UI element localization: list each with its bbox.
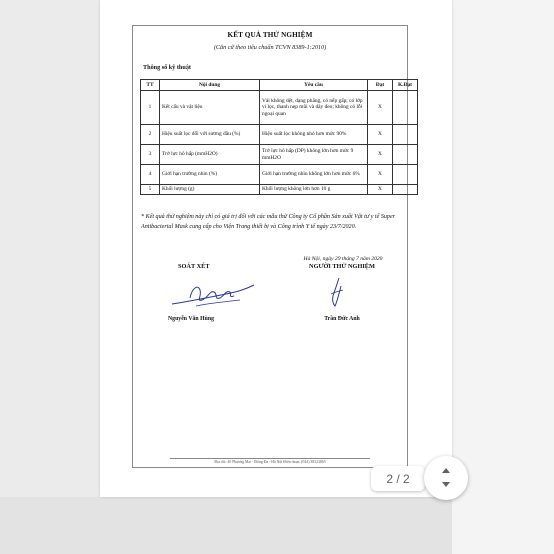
header-dat: Đạt [368,80,393,91]
table-row [141,91,418,125]
viewer-bottom-area [0,497,452,554]
tester-name: Trần Đức Anh [324,316,360,322]
table-row [141,185,418,195]
page-counter: 2 / 2 [371,466,425,491]
document-subtitle: (Căn cứ theo tiêu chuẩn TCVN 8389-1:2010) [213,44,327,51]
row-yeu-cau: Trở lực hô hấp (DP) không lớn hơn mức 9 mmH2O [260,145,368,165]
row-noi-dung: Kết cấu và vật liệu [160,91,260,125]
row-k-dat [393,165,418,185]
row-k-dat [393,145,418,165]
result-note: * Kết quả thử nghiệm này chỉ có giá trị đối với các mẫu thử Công ty Cổ phần Sản xuất Vật tư y tế Super Antibacterial Mask cung cấp cho Viện Trang thiết bị và Công trình Y tế ngày 23/7/2020. [141,214,396,231]
approver-title: SOÁT XÉT [178,263,210,270]
header-yeu-cau: Yêu cầu [260,80,368,91]
row-yeu-cau: Khối lượng không lớn hơn 10 g [260,185,368,195]
table-row [141,145,418,165]
row-tt: 4 [141,165,160,185]
chevron-up-icon[interactable] [442,468,450,473]
row-dat: X [368,165,393,185]
row-noi-dung: Giới hạn trường nhìn (%) [160,165,260,185]
viewer-side-panel [452,0,554,554]
row-noi-dung: Trở lực hô hấp (mmH2O) [160,145,260,165]
header-tt: TT [141,80,160,91]
row-dat: X [368,91,393,125]
row-k-dat [393,91,418,125]
table-row [141,165,418,185]
row-tt: 2 [141,125,160,145]
row-noi-dung: Hiệu suất lọc đối với sương dầu (%) [160,125,260,145]
header-noi-dung: Nội dung [160,80,260,91]
row-tt: 1 [141,91,160,125]
tester-title: NGƯỜI THỬ NGHIỆM [309,263,375,270]
approver-signature [166,276,260,312]
chevron-down-icon[interactable] [442,482,450,487]
table-row [141,125,418,145]
tester-signature [321,276,351,310]
document-footer: Địa chỉ: 40 Phương Mai - Đống Đa - Hà Nội Điện thoại: (024) 38523865 [214,460,326,464]
row-k-dat [393,185,418,195]
page-navigation-button[interactable] [424,456,468,500]
header-k-dat: K.Đạt [393,80,418,91]
row-yeu-cau: Giới hạn trường nhìn không lớn hơn mức 6% [260,165,368,185]
approver-name: Nguyễn Văn Hùng [168,316,214,322]
row-tt: 3 [141,145,160,165]
place-date: Hà Nội, ngày 29 tháng 7 năm 2020 [303,256,383,262]
spec-table [140,79,418,195]
row-dat: X [368,185,393,195]
row-k-dat [393,125,418,145]
row-tt: 5 [141,185,160,195]
document-title: KẾT QUẢ THỬ NGHIỆM [227,31,313,39]
section-title: Thông số kỹ thuật [143,64,191,71]
row-dat: X [368,145,393,165]
row-dat: X [368,125,393,145]
row-noi-dung: Khối lượng (g) [160,185,260,195]
row-yeu-cau: Vải không dệt, dạng phẳng, có nếp gấp; có lớp vi lọc, thanh nẹp mũi và dây đeo; không có lỗi ngoại quan [260,91,368,125]
row-yeu-cau: Hiệu suất lọc không nhỏ hơn mức 90% [260,125,368,145]
table-header-row [141,80,418,91]
footer-divider [170,458,370,459]
